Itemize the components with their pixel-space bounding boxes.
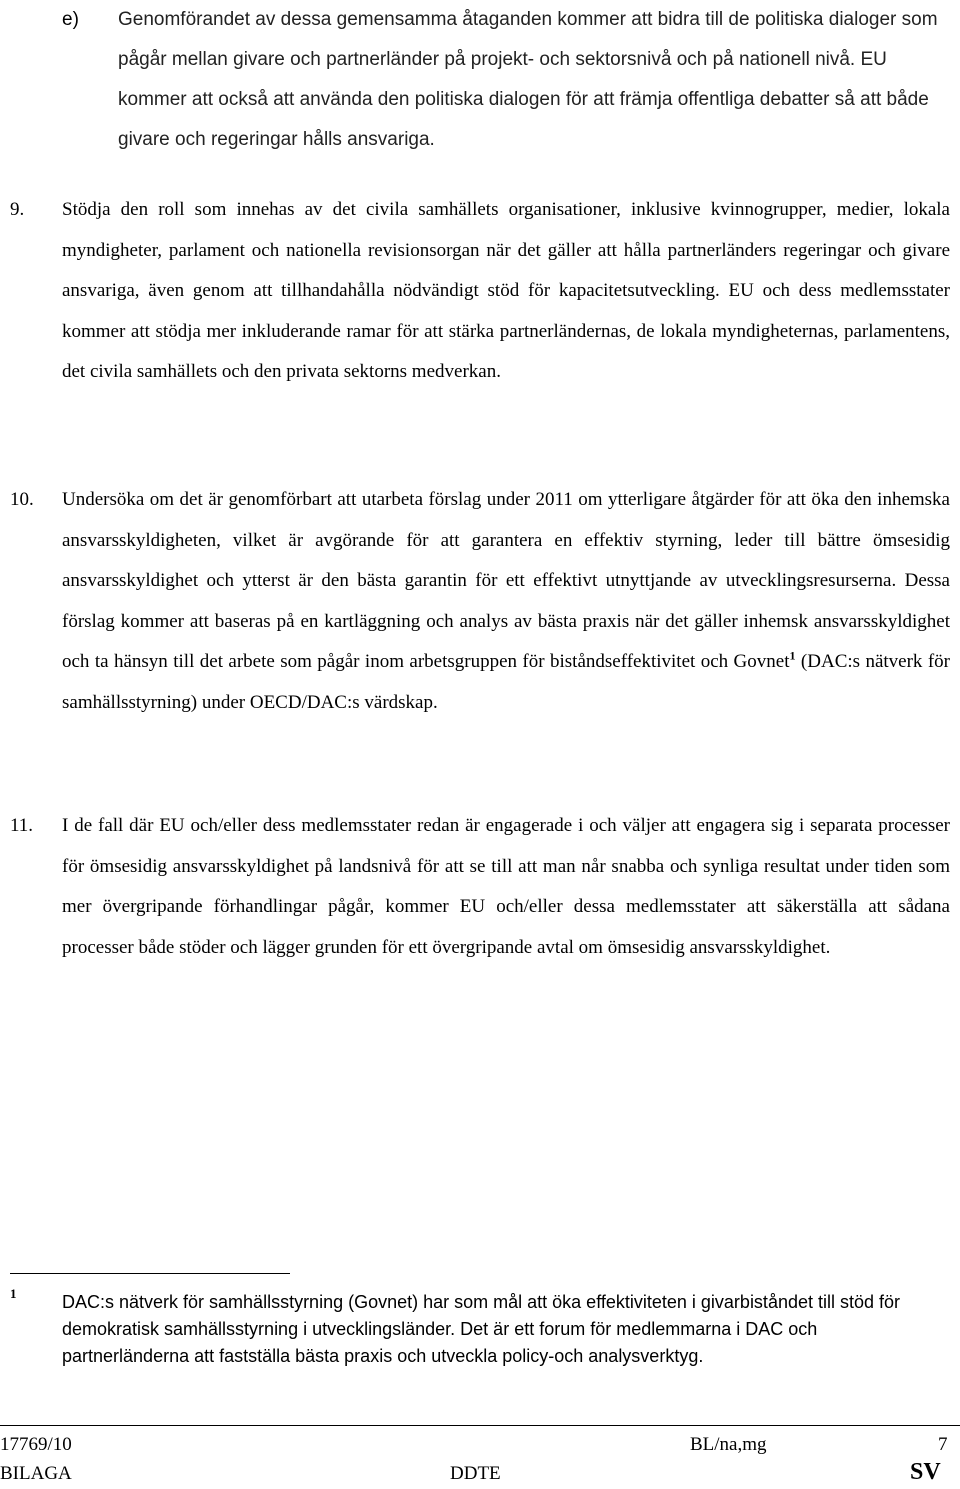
- footnote-reference[interactable]: 1: [789, 648, 796, 663]
- footnote-separator: [10, 1273, 290, 1274]
- footer-annex-label: BILAGA: [0, 1463, 72, 1484]
- paragraph-11-text: I de fall där EU och/eller dess medlemsstater redan är engagerade i och väljer att engagera sig i separata processer för ömsesidig ansvarsskyldighet på landsnivå för att se till att man når snabba och synliga resultat under tiden som mer övergripande förhandlingar pågår, kommer EU och/eller dessa medlemsstater att säkerställa att sådana processer både stöder och lägger grunden för ett övergripande avtal om ömsesidig ansvarsskyldighet.: [62, 815, 950, 958]
- paragraph-10-text-tail: (DAC:s nätverk för samhällsstyrning) under OECD/DAC:s värdskap.: [62, 651, 950, 713]
- paragraph-10-text: [62, 480, 950, 723]
- footnote-mark: 1: [10, 1286, 17, 1301]
- paragraph-10-text-main: Undersöka om det är genomförbart att utarbeta förslag under 2011 om ytterligare åtgärder för att öka den inhemska ansvarsskyldigheten, vilket är avgörande för att garantera en effektiv styrning, leder till bättre ömsesidig ansvarsskyldighet och ytterst är den bästa garantin för ett effektivt utnyttjande av utvecklingsresurserna. Dessa förslag kommer att baseras på en kartläggning och analys av bästa praxis när det gäller inhemsk ansvarsskyldighet och ta hänsyn till det arbete som pågår inom arbetsgruppen för biståndseffektivitet och Govnet: [62, 489, 950, 672]
- item-e-text: Genomförandet av dessa gemensamma åtaganden kommer att bidra till de politiska dialoger som pågår mellan givare och partnerländer på projekt- och sektorsnivå och på nationell nivå. EU kommer att också att använda den politiska dialogen för att främja offentliga debatter så att både givare och regeringar hålls ansvariga.: [118, 9, 938, 150]
- footer-page-number: 7: [938, 1434, 948, 1455]
- item-e-label: e): [62, 9, 79, 30]
- paragraph-10-number: 10.: [10, 489, 34, 510]
- footer-language-code: SV: [910, 1459, 941, 1485]
- footer-directorate: DDTE: [450, 1463, 501, 1484]
- footnote-text: DAC:s nätverk för samhällsstyrning (Govnet) har som mål att öka effektiviteten i givarbiståndet till stöd för demokratisk samhällsstyrning i utvecklingsländer. Det är ett forum för medlemmarna i DAC och partnerländerna att fastställa bästa praxis och utveckla policy-och analysverktyg.: [62, 1292, 901, 1366]
- footer-reference: BL/na,mg: [690, 1434, 767, 1455]
- footer-separator: [0, 1425, 960, 1426]
- paragraph-11-number: 11.: [10, 815, 34, 836]
- footer-document-code: 17769/10: [0, 1434, 72, 1455]
- paragraph-9-number: 9.: [10, 199, 25, 220]
- paragraph-9-text: Stödja den roll som innehas av det civila samhällets organisationer, inklusive kvinnogrupper, medier, lokala myndigheter, parlament och nationella revisionsorgan när det gäller att hålla partnerländers regeringar och givare ansvariga, även genom att tillhandahålla nödvändigt stöd för kapacitetsutveckling. EU och dess medlemsstater kommer att stödja mer inkluderande ramar för att stärka partnerländernas, de lokala myndigheternas, parlamentens, det civila samhällets och den privata sektorns medverkan.: [62, 199, 950, 382]
